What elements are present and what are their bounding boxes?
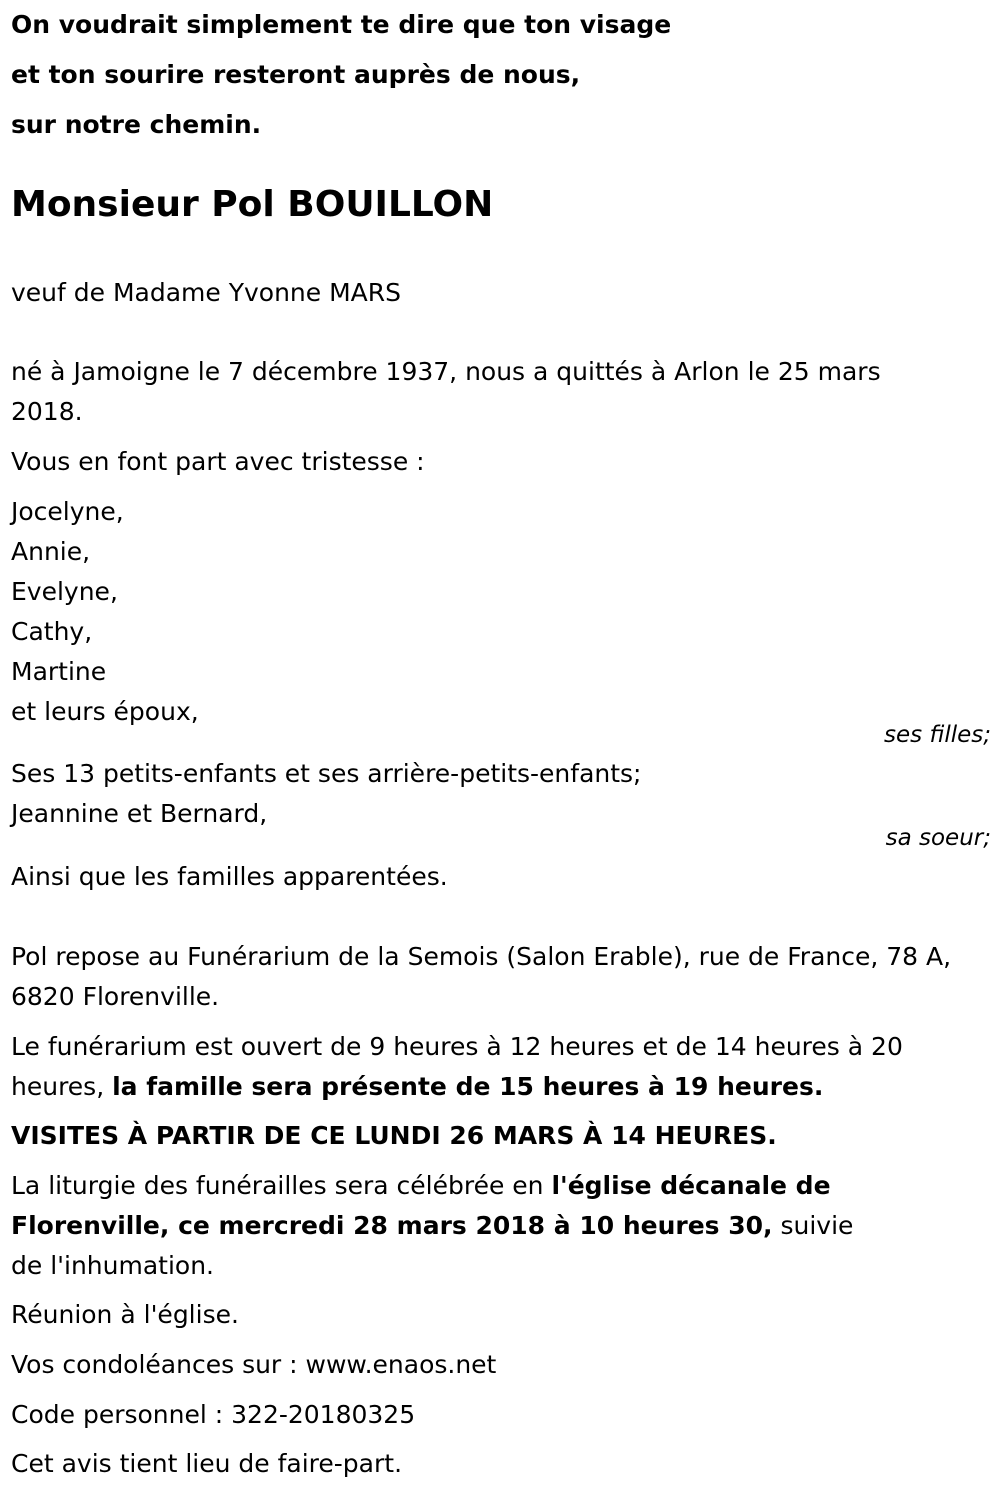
epigraph-line: sur notre chemin. (11, 110, 262, 139)
list-item: et leurs époux, (11, 697, 199, 726)
condolences-line: Vos condoléances sur : www.enaos.net (11, 1350, 497, 1379)
notice-line: Cet avis tient lieu de faire-part. (11, 1449, 403, 1478)
sister-line: Jeannine et Bernard, (11, 799, 268, 828)
list-item: Evelyne, (11, 577, 118, 606)
list-item: Cathy, (11, 617, 93, 646)
hours-text: Le funérarium est ouvert de 9 heures à 12 heures et de 14 heures à 20 heures, (11, 1032, 903, 1101)
epigraph-line: et ton sourire resteront auprès de nous, (11, 60, 581, 89)
liturgy-paragraph (11, 1166, 891, 1286)
visits-line (11, 1116, 986, 1156)
list-item: Jocelyne, (11, 497, 124, 526)
relatives-line: Ainsi que les familles apparentées. (11, 862, 448, 891)
list-item: Annie, (11, 537, 91, 566)
list-item: Martine (11, 657, 107, 686)
liturgy-location: l'église décanale de Florenville, ce mercredi 28 mars 2018 à 10 heures 30, (11, 1171, 831, 1240)
spouse-line: veuf de Madame Yvonne MARS (11, 278, 402, 307)
grandchildren-line: Ses 13 petits-enfants et ses arrière-petits-enfants; (11, 759, 642, 788)
epigraph-line: On voudrait simplement te dire que ton visage (11, 10, 672, 39)
liturgy-suffix: suivie de l'inhumation. (11, 1211, 854, 1280)
deceased-name: Monsieur Pol BOUILLON (11, 184, 494, 225)
sister-label: sa soeur; (885, 825, 991, 851)
epigraph (11, 0, 671, 150)
liturgy-text: La liturgie des funérailles sera célébrée en (11, 1171, 552, 1200)
daughters-list (11, 492, 986, 732)
daughters-label: ses filles; (884, 722, 991, 748)
visits-text: VISITES À PARTIR DE CE LUNDI 26 MARS À 14 HEURES. (11, 1121, 777, 1150)
birth-death-line: né à Jamoigne le 7 décembre 1937, nous a quittés à Arlon le 25 mars 2018. (11, 357, 881, 426)
rest-place: Pol repose au Funérarium de la Semois (Salon Erable), rue de France, 78 A, 6820 Florenville. (11, 942, 952, 1011)
meeting-line: Réunion à l'église. (11, 1300, 239, 1329)
hours-family-present: la famille sera présente de 15 heures à 19 heures. (112, 1072, 824, 1101)
family-intro: Vous en font part avec tristesse : (11, 447, 425, 476)
funerarium-hours (11, 1027, 971, 1107)
personal-code-line: Code personnel : 322-20180325 (11, 1400, 416, 1429)
